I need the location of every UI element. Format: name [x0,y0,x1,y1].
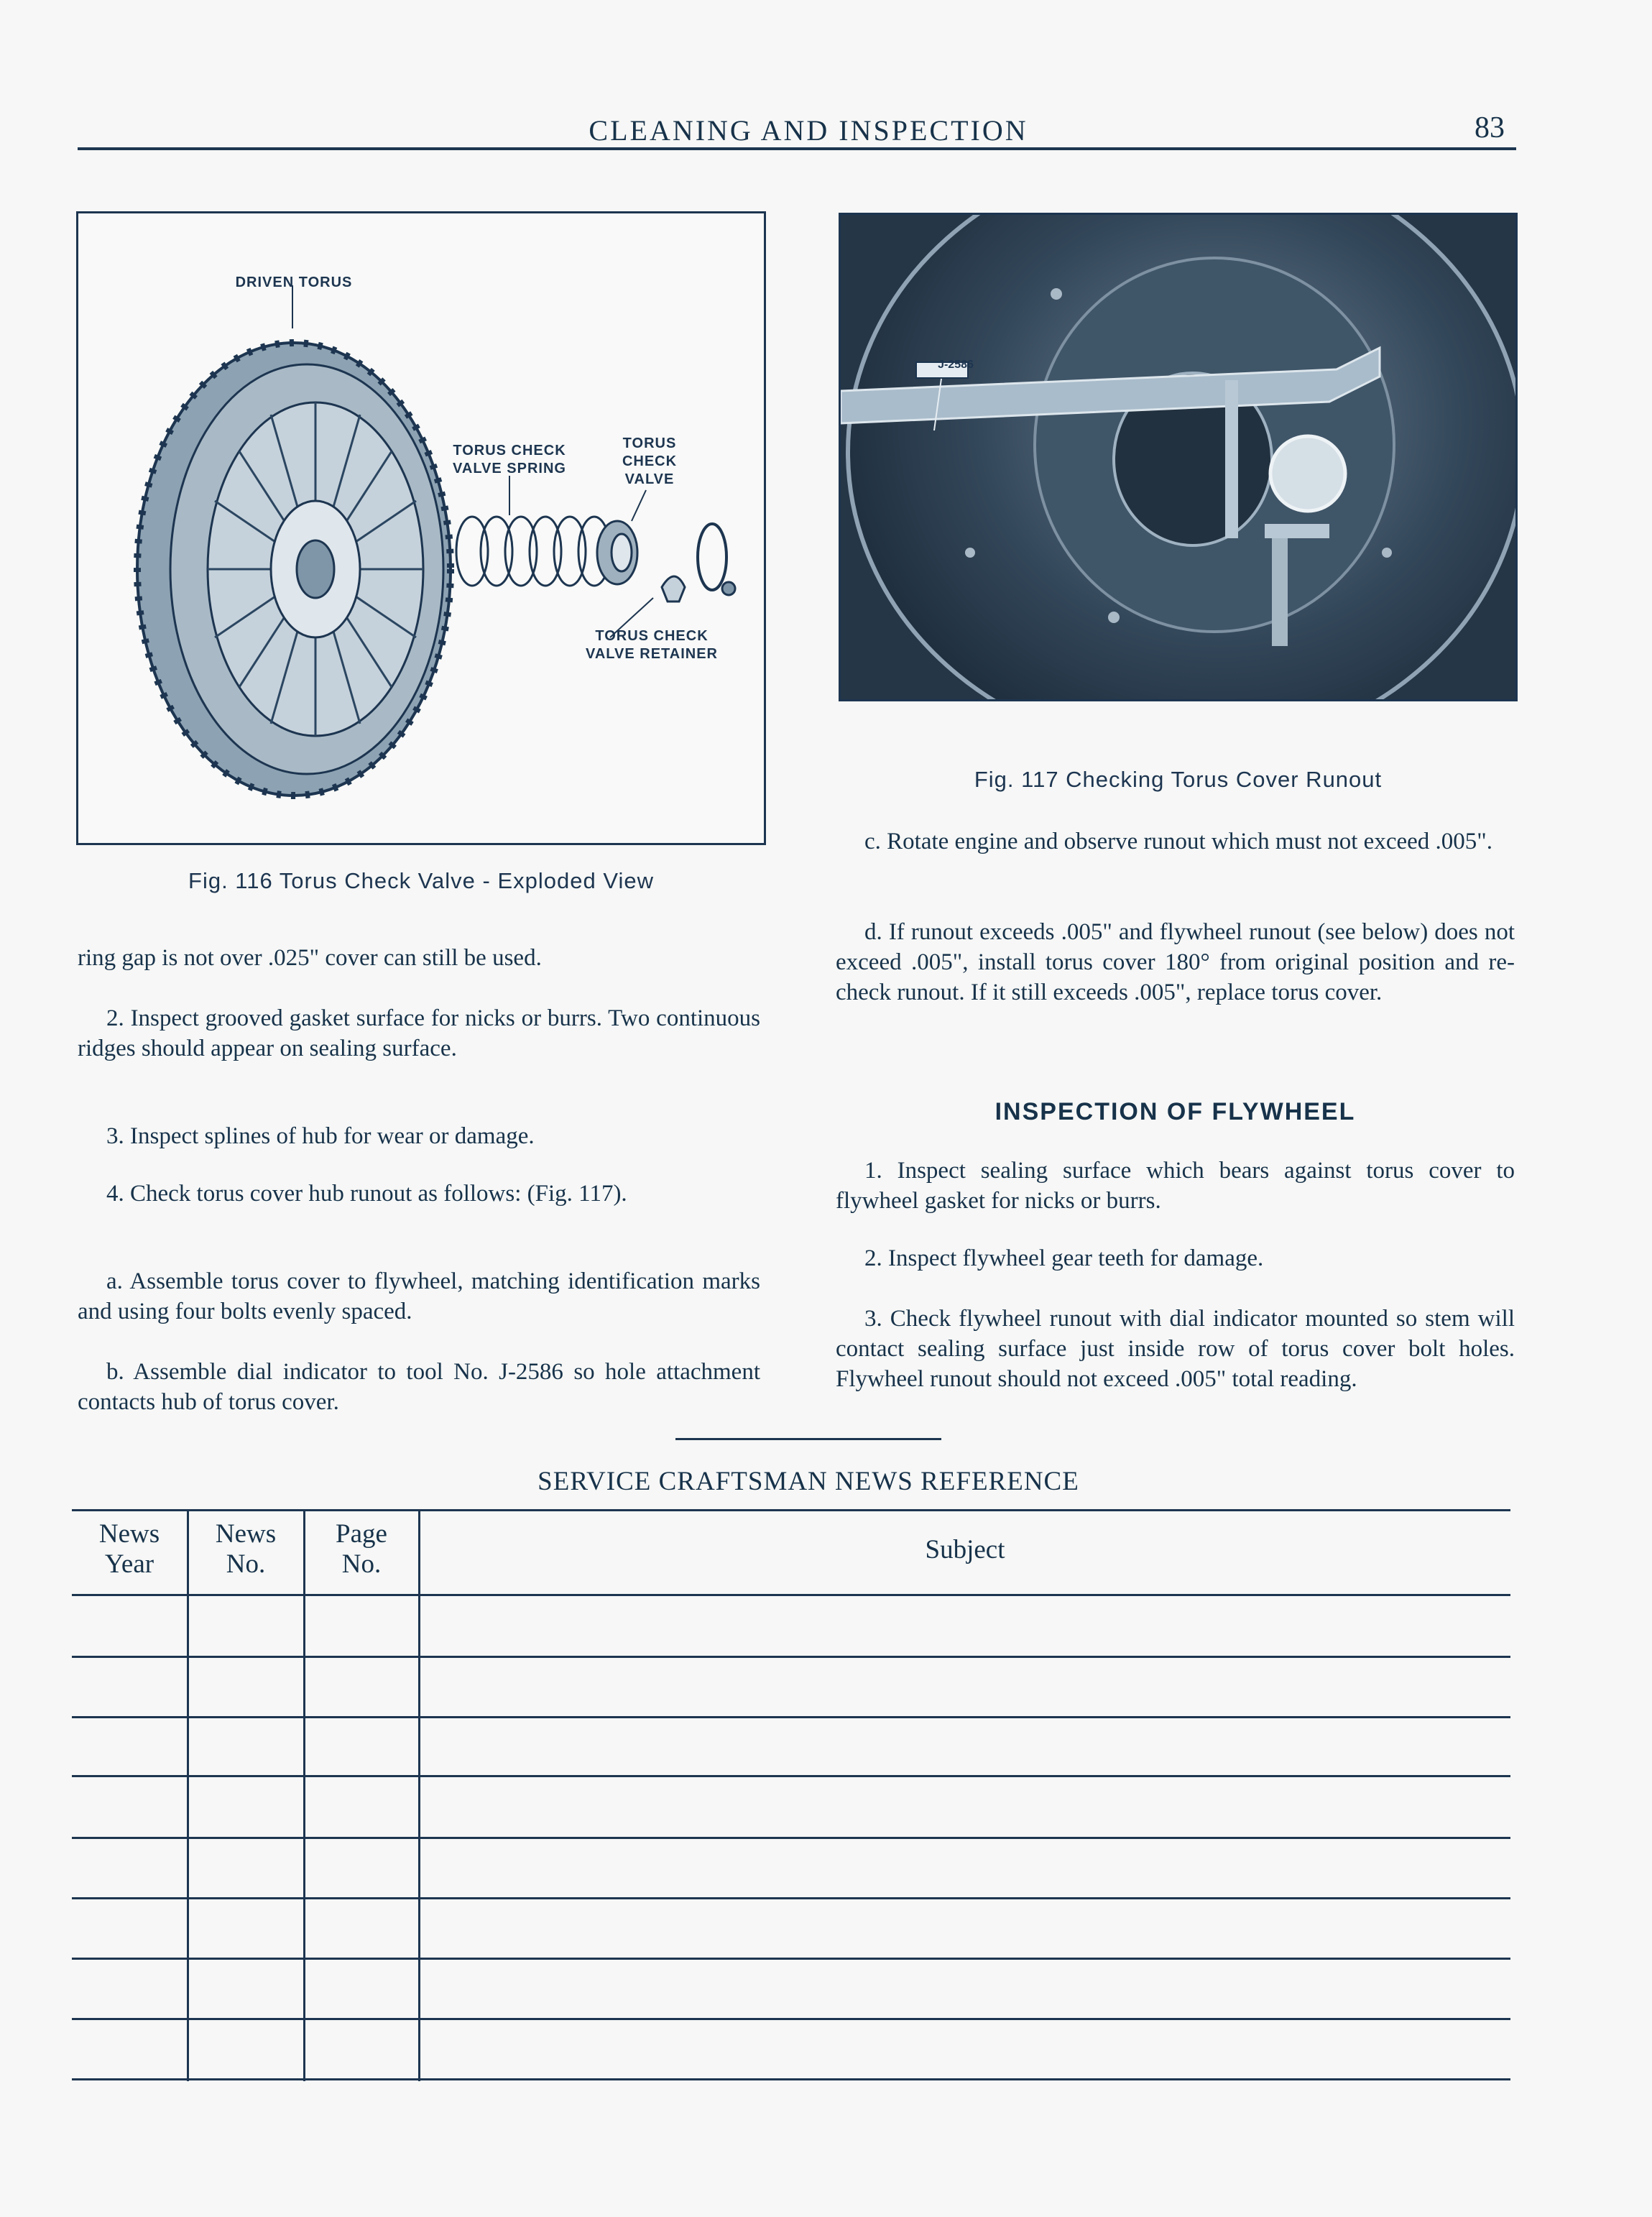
callout-torus-check-valve [599,435,700,489]
service-news-reference-table [72,1509,1510,2081]
page-number: 83 [1475,111,1505,144]
running-head: CLEANING AND INSPECTION [589,114,1028,147]
reference-table-title: SERVICE CRAFTSMAN NEWS REFERENCE [537,1467,1079,1496]
right-paragraph-flywheel-1: 1. Inspect sealing surface which bears against torus cover to flywheel gasket for nicks or burrs. [836,1158,1515,1214]
callout-valve-line3: VALVE [624,471,675,487]
figure-116-exploded-view [76,211,766,845]
table-row-rule [72,1958,1510,1960]
table-column-rule [187,1509,189,2081]
left-paragraph-b: b. Assemble dial indicator to tool No. J-2586 so hole attachment contacts hub of torus cover. [78,1359,760,1415]
table-row-rule [72,1775,1510,1777]
section-divider [675,1438,941,1440]
callout-retainer-line2: VALVE RETAINER [585,646,718,662]
table-row-rule [72,1716,1510,1718]
callout-torus-check-valve-retainer [558,627,745,663]
column-header-line: News [98,1519,160,1549]
callout-spring-line2: VALVE SPRING [453,461,566,476]
column-header-news-year [72,1519,187,1580]
section-heading-inspection-of-flywheel: INSPECTION OF FLYWHEEL [995,1098,1356,1125]
column-header-line: Year [104,1549,154,1579]
table-row-rule [72,1656,1510,1658]
right-paragraph-c: c. Rotate engine and observe runout which must not exceed .005". [864,829,1492,854]
figure-117-caption: Fig. 117 Checking Torus Cover Runout [974,767,1383,792]
column-header-line: News [215,1519,277,1549]
tool-label-j2586: J-2586 [938,359,974,371]
table-column-rule [418,1509,420,2081]
left-paragraph-3: 3. Inspect splines of hub for wear or damage. [106,1123,535,1149]
callout-torus-check-valve-spring [416,442,603,478]
callout-spring-line1: TORUS CHECK [453,443,566,458]
right-paragraph-flywheel-3: 3. Check flywheel runout with dial indicator mounted so stem will contact sealing surface just inside row of torus cover bolt holes. Flywheel runout should not exceed .005" total reading. [836,1306,1515,1392]
table-column-rule [303,1509,305,2081]
flywheel-runout-photo [841,215,1515,699]
callout-driven-torus: DRIVEN TORUS [235,275,353,290]
table-row-rule [72,1837,1510,1839]
table-row-rule [72,2018,1510,2020]
column-header-line: No. [226,1549,266,1579]
callout-valve-line1: TORUS [622,435,677,451]
callout-retainer-line1: TORUS CHECK [595,628,709,644]
column-header-page-no [305,1519,418,1580]
callout-valve-line2: CHECK [622,453,678,469]
figure-116-caption: Fig. 116 Torus Check Valve - Exploded View [188,868,654,893]
right-paragraph-d: d. If runout exceeds .005" and flywheel runout (see below) does not exceed .005", install torus cover 180° from original position and re-check runout. If it still exceeds .005", replace torus cover. [836,919,1515,1005]
column-header-line: No. [341,1549,382,1579]
left-paragraph-4: 4. Check torus cover hub runout as follows: (Fig. 117). [106,1181,627,1207]
column-header-subject: Subject [925,1535,1005,1564]
table-rule-bottom [72,2078,1510,2080]
right-paragraph-flywheel-2: 2. Inspect flywheel gear teeth for damage. [864,1245,1264,1271]
figure-117-photo [839,213,1518,701]
torus-exploded-illustration [78,213,764,843]
table-rule-header [72,1594,1510,1596]
table-row-rule [72,1897,1510,1899]
left-paragraph-2: 2. Inspect grooved gasket surface for nicks or burrs. Two continuous ridges should appear on sealing surface. [78,1005,760,1061]
table-rule-top [72,1509,1510,1511]
column-header-line: Page [336,1519,387,1549]
left-paragraph-a: a. Assemble torus cover to flywheel, matching identification marks and using four bolts evenly spaced. [78,1268,760,1324]
column-header-news-no [188,1519,303,1580]
header-rule [78,147,1516,150]
left-paragraph-ring-gap: ring gap is not over .025" cover can still be used. [78,945,542,971]
